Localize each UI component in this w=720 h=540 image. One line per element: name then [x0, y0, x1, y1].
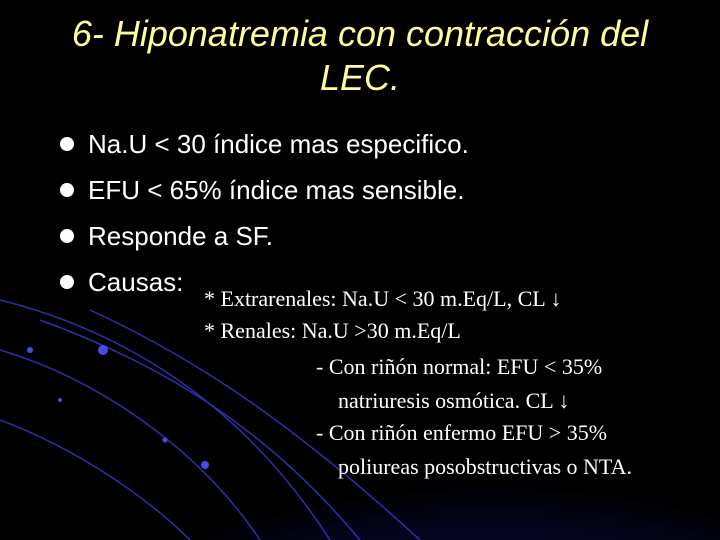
renal-enfermo-detail: poliureas posobstructivas o NTA. [338, 454, 632, 479]
renal-normal: - Con riñón normal: EFU < 35% [316, 354, 603, 379]
slide-title [0, 12, 720, 100]
causa-renales: * Renales: Na.U >30 m.Eq/L [204, 318, 461, 343]
causa-extrarenales: * Extrarenales: Na.U < 30 m.Eq/L, CL ↓ [204, 286, 562, 311]
bullet-text: Responde a SF. [88, 220, 274, 251]
bullet-item [60, 170, 464, 210]
bullet-text: EFU < 65% índice mas sensible. [88, 174, 465, 205]
title-line-2: LEC. [319, 57, 401, 98]
bullet-dot-icon [60, 137, 74, 151]
bullet-item [60, 216, 273, 256]
bullet-text: Na.U < 30 índice mas especifico. [88, 128, 469, 159]
bullet-dot-icon [60, 183, 74, 197]
bullet-item [60, 124, 469, 164]
bullet-dot-icon [60, 275, 74, 289]
bullet-item [60, 262, 183, 302]
bullet-dot-icon [60, 229, 74, 243]
renal-normal-detail: natriuresis osmótica. CL ↓ [338, 388, 570, 413]
bullet-text: Causas: [88, 266, 184, 297]
title-line-1: 6- Hiponatremia con contracción del [71, 13, 649, 54]
renal-enfermo: - Con riñón enfermo EFU > 35% [316, 420, 608, 445]
